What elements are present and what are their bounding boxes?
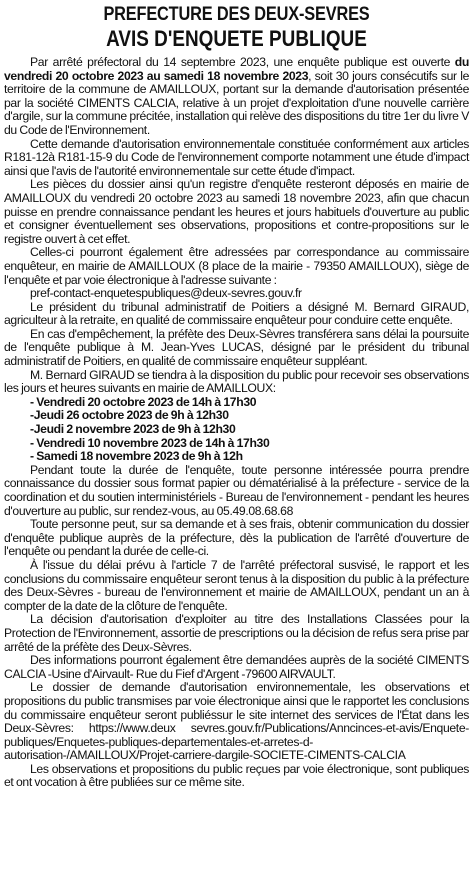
paragraph-substitute: En cas d'empêchement, la préfète des Deux-Sèvres transférera sans délai la poursuite de l'enquête publique à M. Jean-Yves LUCAS, désigné par le président du tribunal administratif de Poitiers, en qualité de commissaire enquêteur suppléant. (4, 326, 469, 369)
paragraph-permanences: M. Bernard GIRAUD se tiendra à la disposition du public pour recevoir ses observations les jours et heures suivants en mairie de AMAILLOUX: (4, 367, 469, 396)
paragraph-publication: Le dossier de demande d'autorisation environnementale, les observations et propositions du public transmises par voie électronique ainsi que le rapportet les conclusions du commissaire enquêteur seront publiéssur le site internet des services de l'État dans les Deux-Sèvres: https://www.deux sevres.gouv.fr/Publications/Anncinces-et-avis/Enquete-publiques/Enquetes-publiques-departementales-et-arretes-d-autorisation-/AMAILLOUX/Projet-carriere-dargile-SOCIETE-CIMENTS-CALCIA (4, 680, 469, 763)
paragraph-consultation: Pendant toute la durée de l'enquête, toute personne intéressée pourra prendre connaissance du dossier sous format papier ou dématérialisé à la préfecture - service de la coordination et du soutien interministériels - Bureau de l'environnement - pendant les heures d'ouverture au public, sur rendez-vous, au 05.49.08.68.68 (4, 462, 469, 518)
decree-text-end: , soit 30 jours consécutifs sur le territoire de la commune de AMAILLOUX, portant sur la demande d'autorisation présentée par la société CIMENTS CALCIA, relative à un projet d'exploitation d'une nouvelle carrière d'argile, sur la commune précitée, installation qui relève des dispositions du titre 1er du livre V du Code de l'Environnement. (4, 68, 469, 137)
paragraph-commissioner: Le président du tribunal administratif de Poitiers a désigné M. Bernard GIRAUD, agriculteur à la retraite, en qualité de commissaire enquêteur pour conduire cette enquête. (4, 299, 469, 328)
paragraph-information: Des informations pourront également être demandées auprès de la société CIMENTS CALCIA -Usine d'Airvault- Rue du Fief d'Argent -79600 AIRVAULT. (4, 653, 469, 681)
schedule-item: -Jeudi 2 novembre 2023 de 9h à 12h30 (30, 422, 236, 437)
notice-body (4, 56, 469, 790)
paragraph-decision: La décision d'autorisation d'exploiter au titre des Installations Classées pour la Protection de l'Environnement, assortie de prescriptions ou la décision de refus sera prise par arrêté de la préfète des Deux-Sèvres. (4, 612, 469, 654)
schedule-item: - Samedi 18 novembre 2023 de 9h à 12h (30, 449, 243, 464)
notice-title: AVIS D'ENQUETE PUBLIQUE (106, 26, 367, 51)
paragraph-report: À l'issue du délai prévu à l'article 7 de l'arrêté préfectoral susvisé, le rapport et les conclusions du commissaire enquêteur seront tenus à la disposition du public à la préfecture des Deux-Sèvres - bureau de l'environnement et mairie de AMAILLOUX, pendant un an à compter de la date de la clôture de l'enquête. (4, 557, 469, 613)
paragraph-observations: Les observations et propositions du public reçues par voie électronique, sont publiques et ont vocation à être publiées sur ce même site. (4, 761, 469, 790)
decree-text-start: Par arrêté préfectoral du 14 septembre 2023, une enquête publique est ouverte (30, 55, 455, 69)
paragraph-documents: Les pièces du dossier ainsi qu'un registre d'enquête resteront déposés en mairie de AMAILLOUX du vendredi 20 octobre 2023 au samedi 18 novembre 2023, afin que chacun puisse en prendre connaissance pendant les heures et jours habituels d'ouverture au public et consigner éventuellement ses observations, propositions et contre-propositions sur le registre ouvert à cet effet. (4, 177, 469, 246)
paragraph-correspondence: Celles-ci pourront également être adressées par correspondance au commissaire enquêteur, en mairie de AMAILLOUX (8 place de la mairie - 79350 AMAILLOUX), siège de l'enquête et par voie électronique à l'adresse suivante : (4, 245, 469, 287)
inquiry-period: du vendredi 20 octobre 2023 au samedi 18 novembre 2023 (4, 55, 469, 83)
contact-email: pref-contact-enquetespubliques@deux-sevres.gouv.fr (30, 286, 302, 301)
prefecture-heading: PREFECTURE DES DEUX-SEVRES (103, 4, 370, 25)
permanence-schedule (4, 396, 469, 464)
schedule-item: - Vendredi 20 octobre 2023 de 14h à 17h30 (30, 394, 257, 409)
schedule-item: - Vendredi 10 novembre 2023 de 14h à 17h30 (30, 435, 270, 450)
schedule-item: -Jeudi 26 octobre 2023 de 9h à 12h30 (30, 408, 229, 423)
paragraph-decree (4, 56, 469, 138)
paragraph-communication: Toute personne peut, sur sa demande et à ses frais, obtenir communication du dossier d'enquête publique auprès de la préfecture, dès la publication de l'arrêté d'ouverture de l'enquête ou pendant la durée de celle-ci. (4, 517, 469, 559)
paragraph-impact-study: Cette demande d'autorisation environnementale constituée conformément aux articles R181-12à R181-15-9 du Code de l'environnement comporte notamment une étude d'impact ainsi que l'avis de l'autorité environnementale sur cette étude d'impact. (4, 136, 469, 178)
